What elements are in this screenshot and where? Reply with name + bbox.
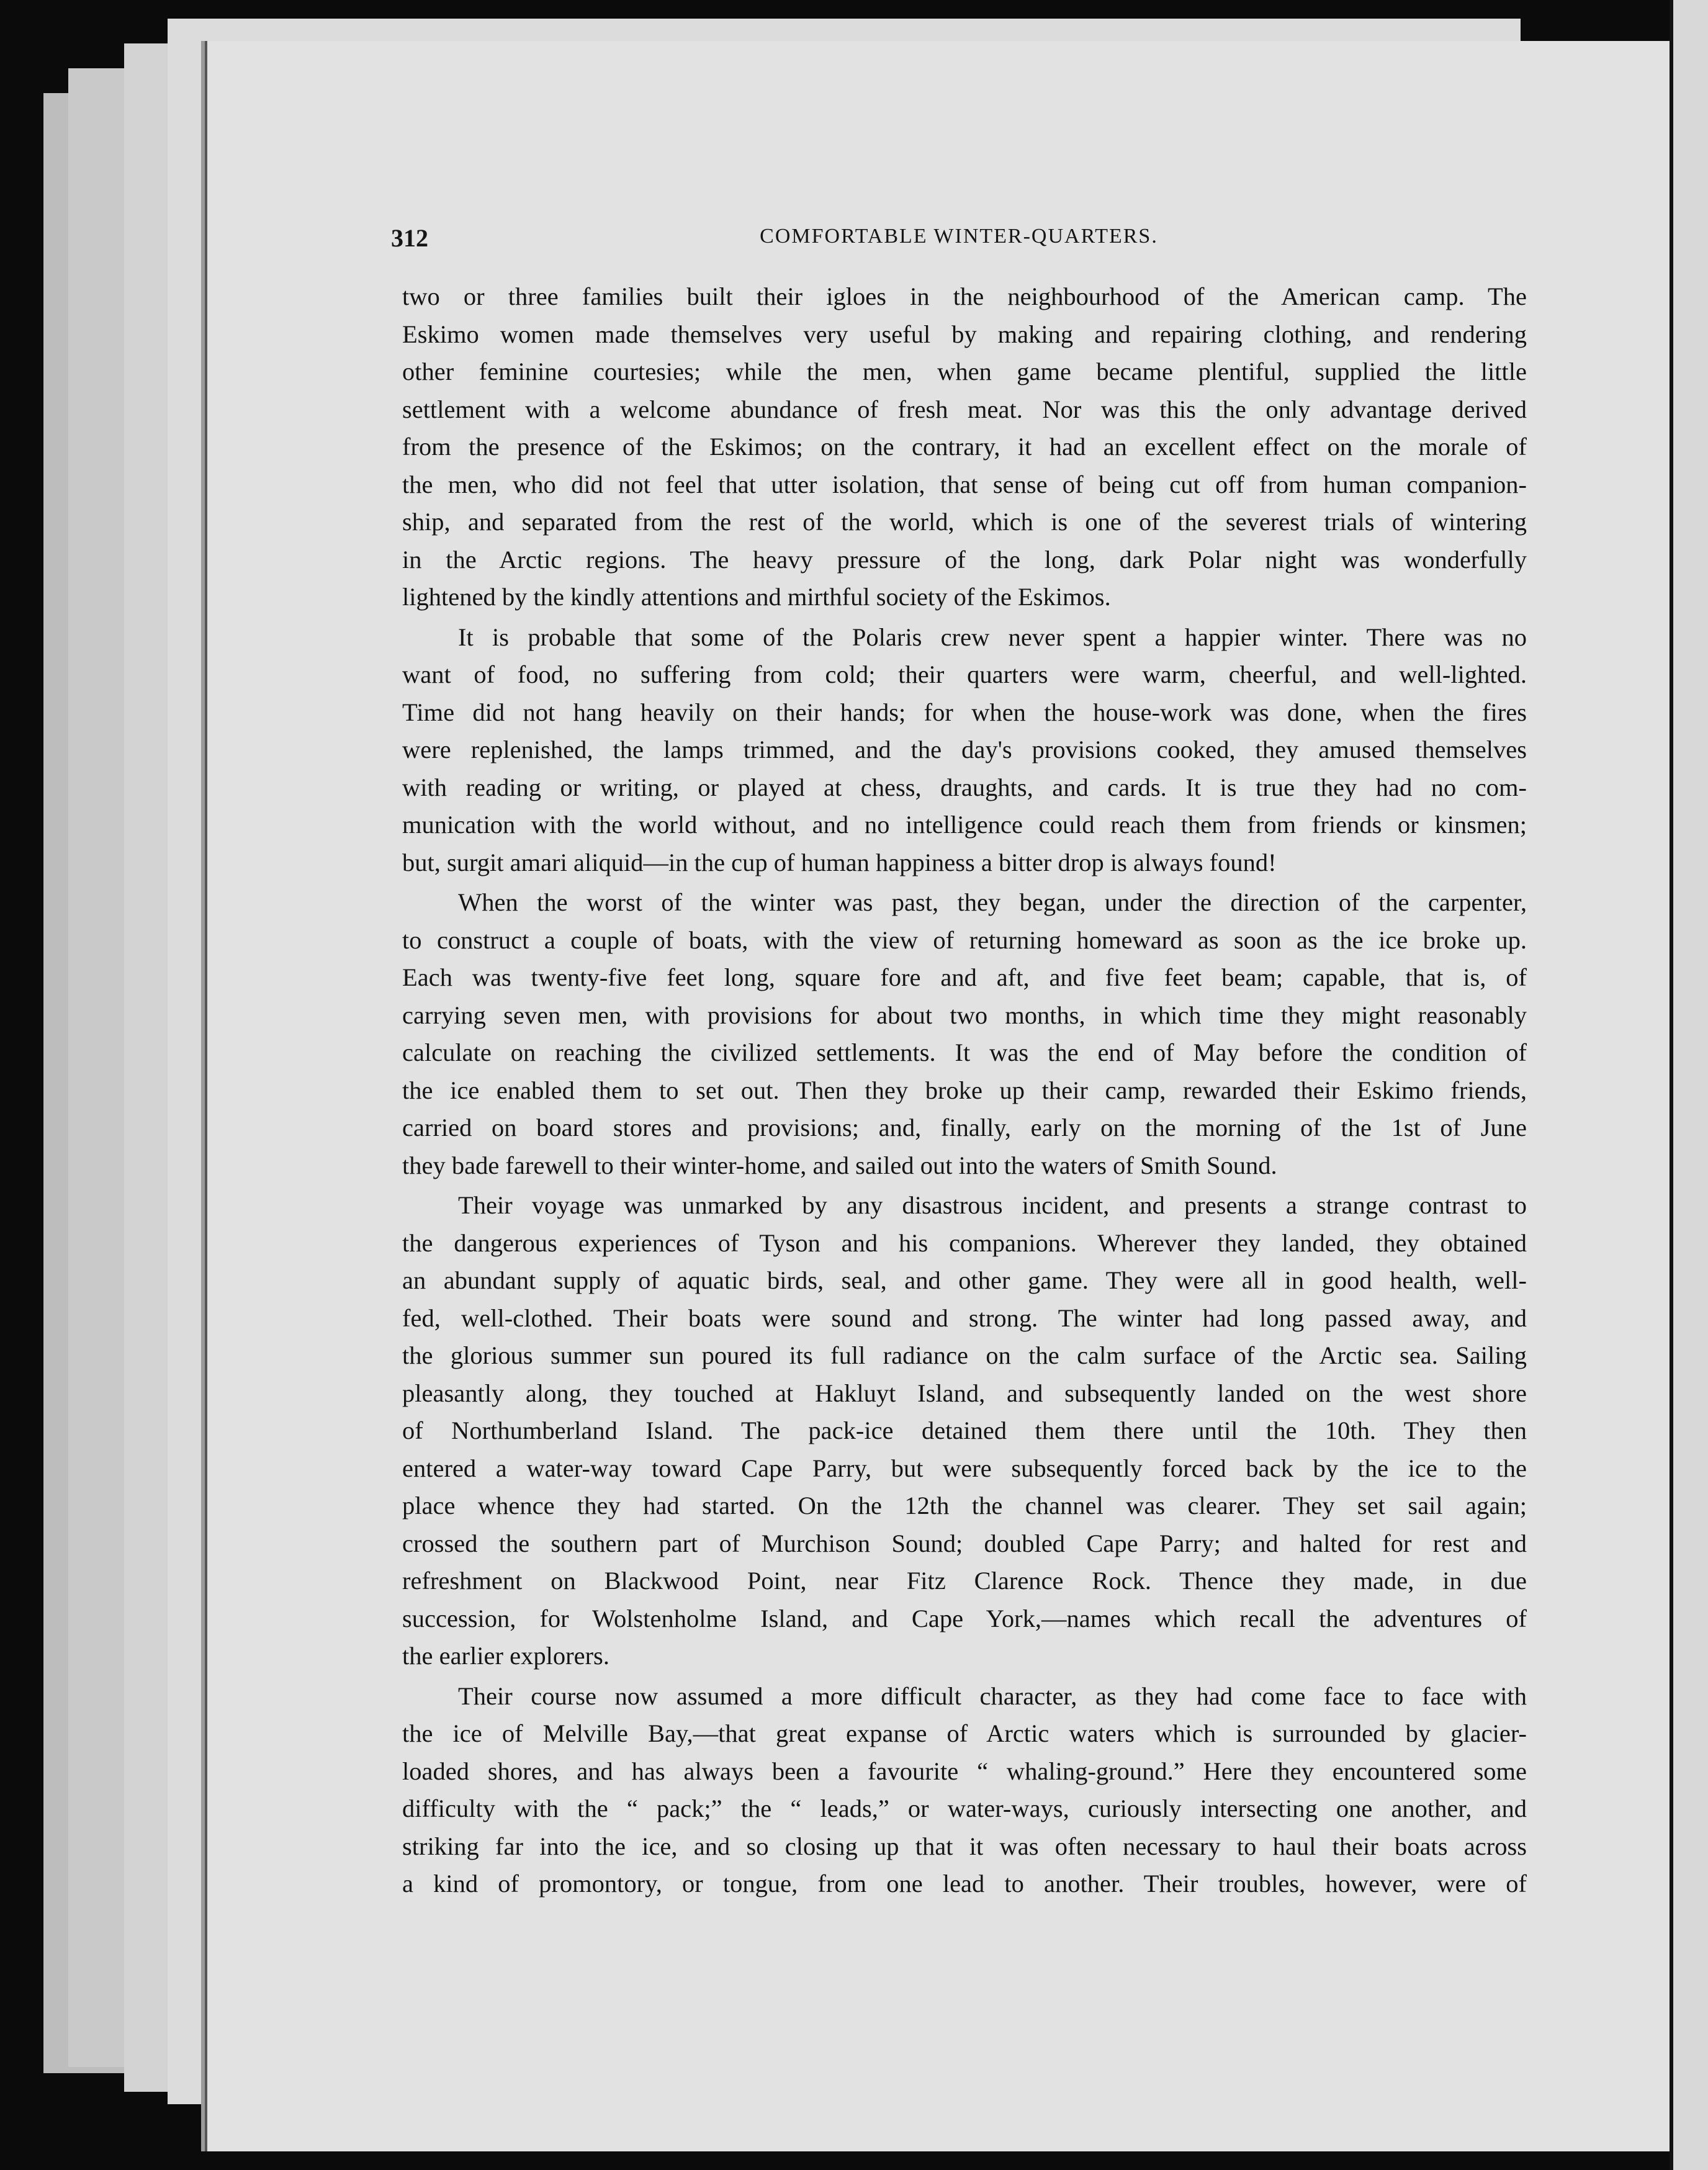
text-line: carrying seven men, with provisions for about two months, in which time they might reasonably	[402, 1001, 1527, 1029]
text-line: munication with the world without, and no intelligence could reach them from friends or kinsmen;	[402, 811, 1527, 839]
paragraph	[402, 884, 1527, 1184]
text-line: loaded shores, and has always been a favourite “ whaling-ground.” Here they encountered some	[402, 1757, 1527, 1785]
text-line: refreshment on Blackwood Point, near Fitz Clarence Rock. Thence they made, in due	[402, 1567, 1527, 1595]
text-line: but, surgit amari aliquid—in the cup of human happiness a bitter drop is always found!	[402, 848, 1277, 876]
text-line: striking far into the ice, and so closing up that it was often necessary to haul their boats across	[402, 1832, 1527, 1860]
text-line: Eskimo women made themselves very useful by making and repairing clothing, and rendering	[402, 320, 1527, 348]
page-header	[391, 223, 1527, 261]
text-line: other feminine courtesies; while the men, when game became plentiful, supplied the little	[402, 358, 1527, 385]
text-line: the earlier explorers.	[402, 1642, 609, 1670]
text-line: the dangerous experiences of Tyson and his companions. Wherever they landed, they obtained	[402, 1228, 1527, 1257]
text-line: succession, for Wolstenholme Island, and Cape York,—names which recall the adventures of	[402, 1604, 1527, 1632]
text-line: ship, and separated from the rest of the world, which is one of the severest trials of wintering	[402, 508, 1527, 536]
text-line: When the worst of the winter was past, they began, under the direction of the carpenter,	[458, 888, 1527, 916]
text-line: from the presence of the Eskimos; on the contrary, it had an excellent effect on the morale of	[402, 433, 1527, 461]
paragraph	[402, 1678, 1527, 1903]
text-line: want of food, no suffering from cold; their quarters were warm, cheerful, and well-lighted.	[402, 660, 1527, 688]
text-line: they bade farewell to their winter-home, and sailed out into the waters of Smith Sound.	[402, 1151, 1277, 1179]
text-line: It is probable that some of the Polaris crew never spent a happier winter. There was no	[458, 623, 1527, 651]
text-line: entered a water-way toward Cape Parry, but were subsequently forced back by the ice to the	[402, 1454, 1527, 1482]
text-line: Each was twenty-five feet long, square fore and aft, and five feet beam; capable, that is, of	[402, 963, 1527, 991]
text-line: were replenished, the lamps trimmed, and the day's provisions cooked, they amused themselves	[402, 736, 1527, 763]
text-line: calculate on reaching the civilized settlements. It was the end of May before the condition of	[402, 1038, 1527, 1066]
text-line: carried on board stores and provisions; and, finally, early on the morning of the 1st of June	[402, 1114, 1527, 1141]
text-line: the glorious summer sun poured its full radiance on the calm surface of the Arctic sea. Sailing	[402, 1341, 1527, 1369]
text-line: the ice of Melville Bay,—that great expanse of Arctic waters which is surrounded by glacier-	[402, 1719, 1527, 1747]
text-line: fed, well-clothed. Their boats were sound and strong. The winter had long passed away, and	[402, 1303, 1527, 1332]
facing-page-edge	[1670, 0, 1708, 2170]
paragraph	[402, 619, 1527, 882]
text-line: of Northumberland Island. The pack-ice detained them there until the 10th. They then	[402, 1416, 1527, 1444]
text-line: Time did not hang heavily on their hands; for when the house-work was done, when the fires	[402, 698, 1527, 726]
text-line: the ice enabled them to set out. Then they broke up their camp, rewarded their Eskimo friends,	[402, 1076, 1527, 1104]
text-line: pleasantly along, they touched at Hakluyt Island, and subsequently landed on the west shore	[402, 1379, 1527, 1407]
text-line: two or three families built their igloes in the neighbourhood of the American camp. The	[402, 282, 1527, 310]
text-line: crossed the southern part of Murchison Sound; doubled Cape Parry; and halted for rest and	[402, 1529, 1527, 1557]
text-line: Their course now assumed a more difficult character, as they had come face to face with	[458, 1682, 1527, 1710]
text-line: the men, who did not feel that utter isolation, that sense of being cut off from human companion-	[402, 470, 1527, 498]
running-title: COMFORTABLE WINTER-QUARTERS.	[760, 225, 1158, 248]
text-line: lightened by the kindly attentions and mirthful society of the Eskimos.	[402, 583, 1111, 611]
page-number: 312	[391, 224, 428, 252]
paragraph	[402, 278, 1527, 616]
text-line: an abundant supply of aquatic birds, seal, and other game. They were all in good health, well-	[402, 1266, 1527, 1294]
paragraph	[402, 1187, 1527, 1675]
text-line: settlement with a welcome abundance of fresh meat. Nor was this the only advantage derived	[402, 395, 1527, 423]
text-line: place whence they had started. On the 12th the channel was clearer. They set sail again;	[402, 1492, 1527, 1519]
text-line: in the Arctic regions. The heavy pressure of the long, dark Polar night was wonderfully	[402, 545, 1527, 574]
text-line: with reading or writing, or played at chess, draughts, and cards. It is true they had no com-	[402, 773, 1527, 801]
text-line: a kind of promontory, or tongue, from one lead to another. Their troubles, however, were of	[402, 1870, 1527, 1898]
body-text	[402, 278, 1527, 1903]
text-line: to construct a couple of boats, with the view of returning homeward as soon as the ice broke up.	[402, 925, 1527, 954]
text-line: difficulty with the “ pack;” the “ leads,” or water-ways, curiously intersecting one another, and	[402, 1794, 1527, 1822]
text-line: Their voyage was unmarked by any disastrous incident, and presents a strange contrast to	[458, 1191, 1527, 1219]
